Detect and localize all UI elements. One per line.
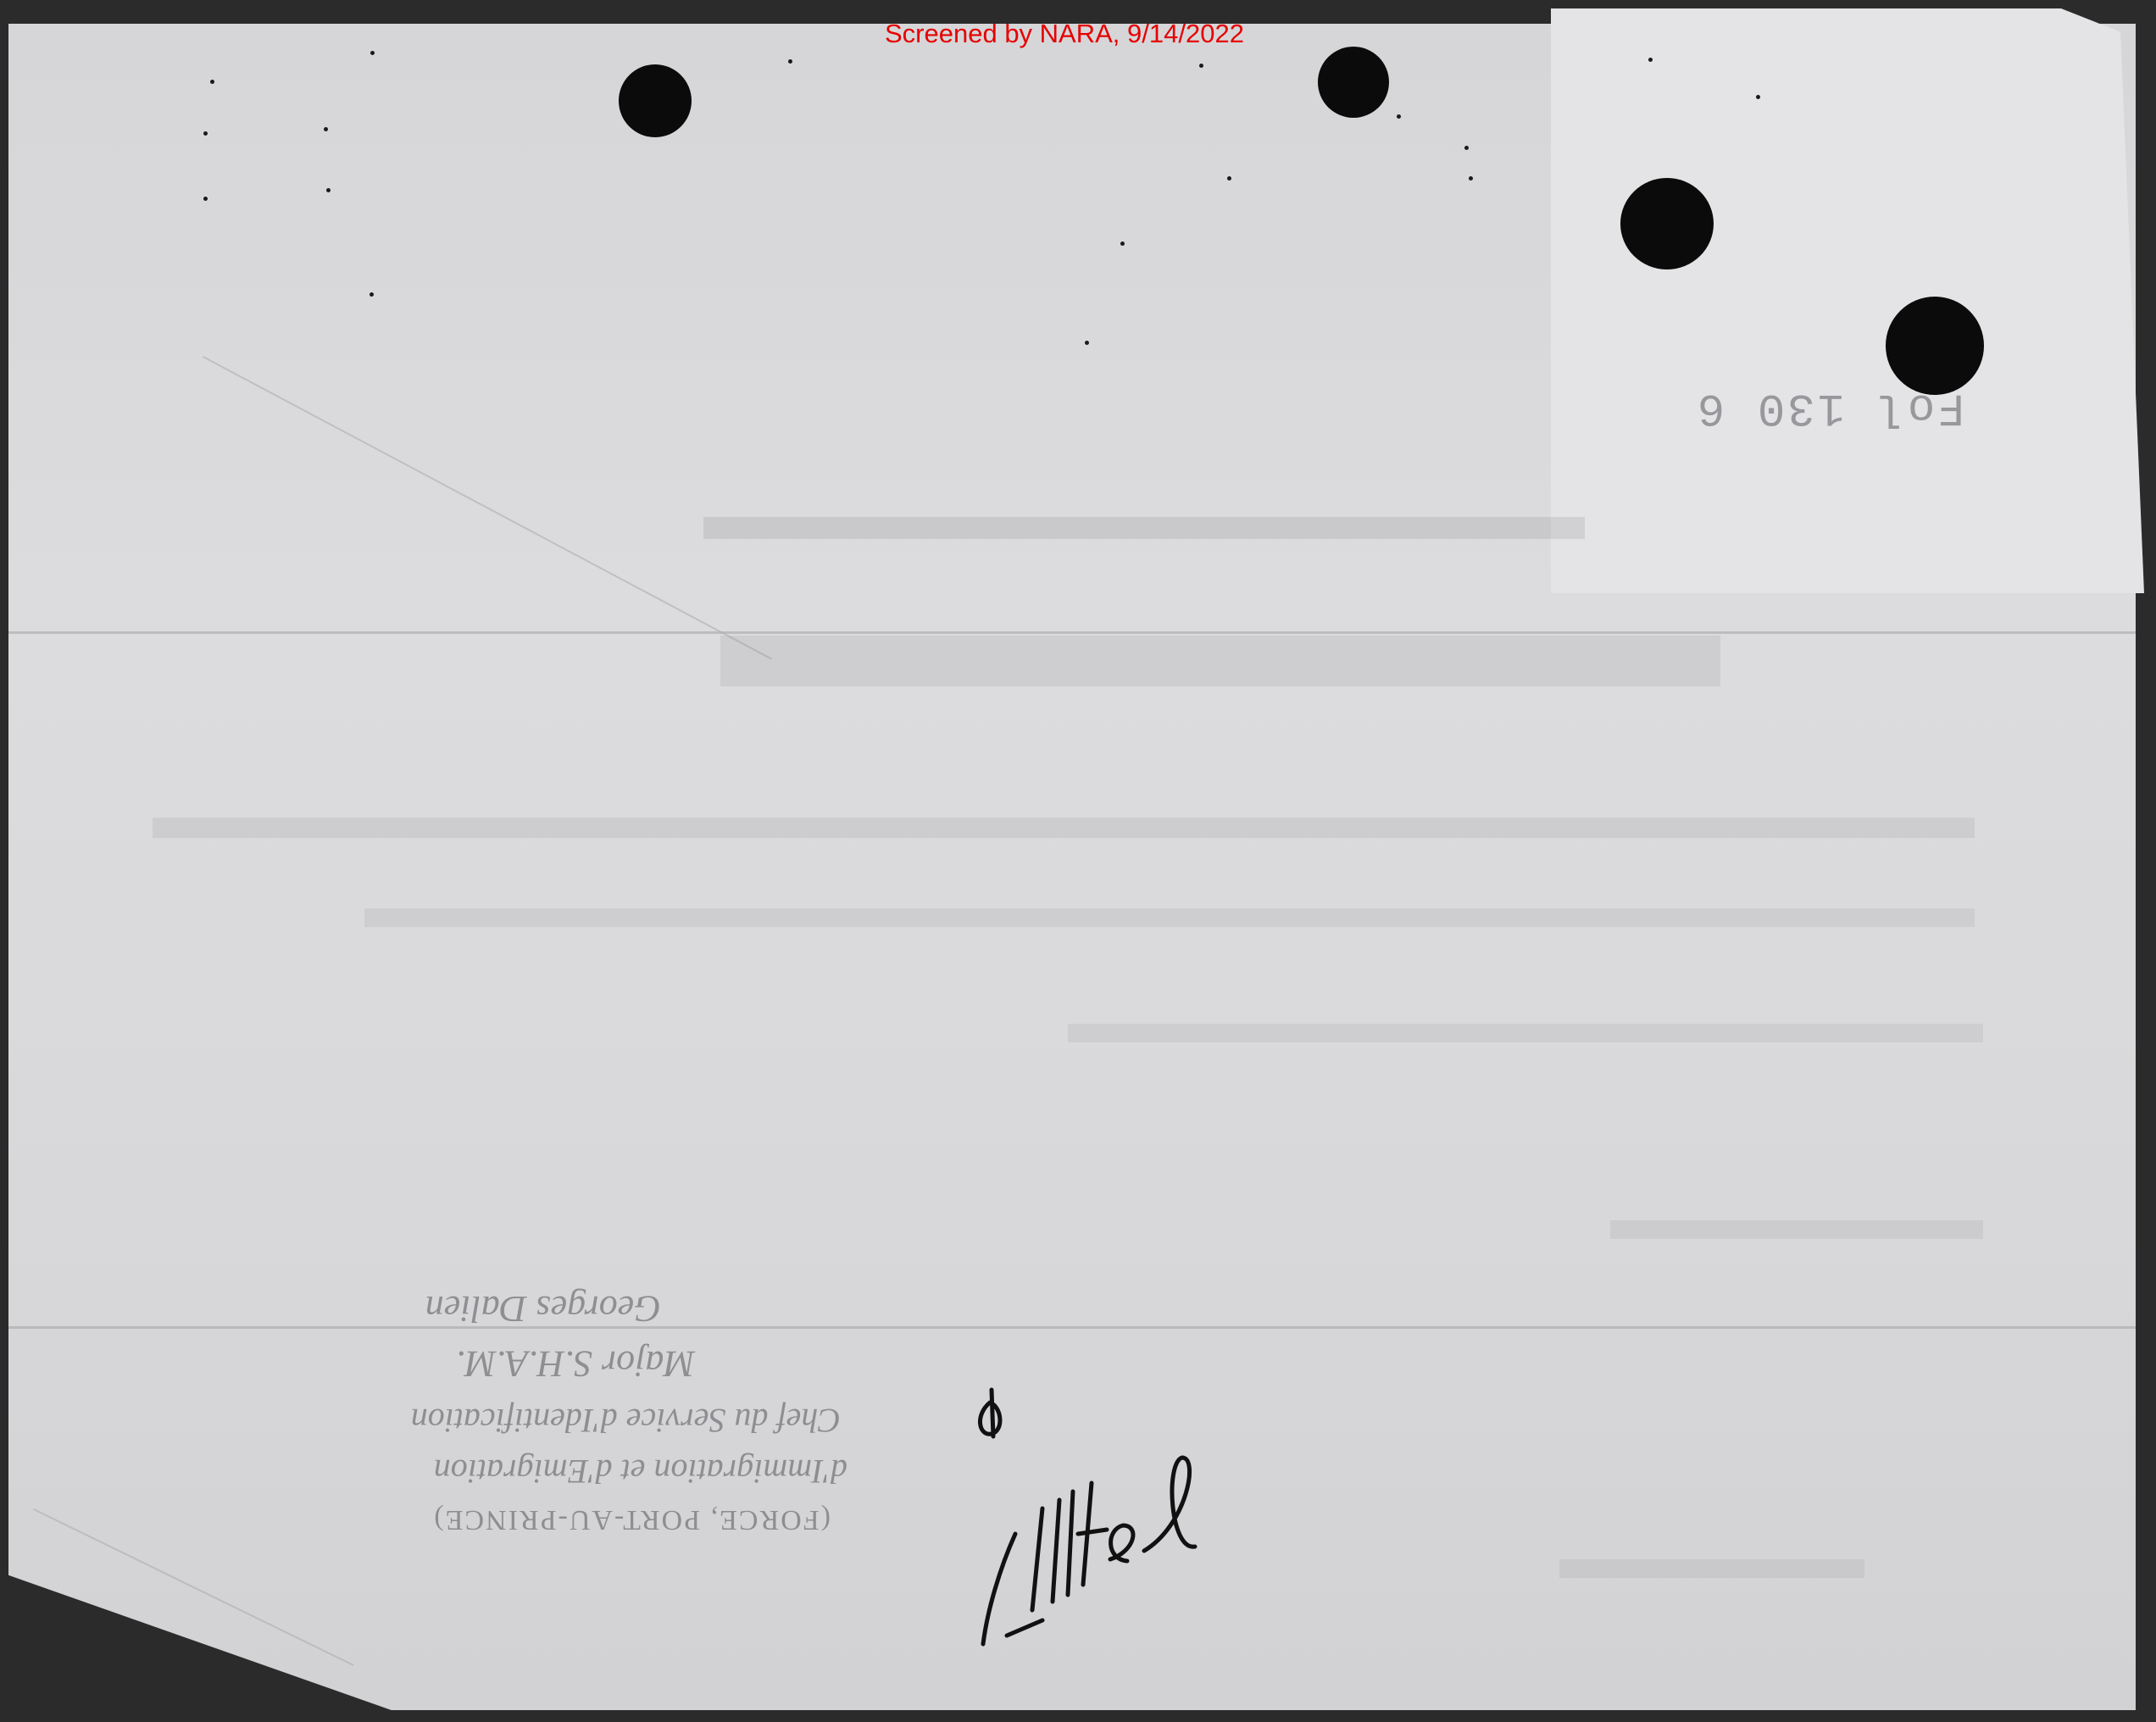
punch-hole <box>1620 178 1714 269</box>
bleed-through-text <box>703 517 1585 539</box>
speck <box>1199 64 1203 68</box>
bleed-through-text <box>1610 1220 1983 1239</box>
stamp-name: Georges Dalien <box>425 1288 661 1330</box>
speck <box>370 292 374 297</box>
speck <box>1464 146 1469 150</box>
handwritten-note <box>941 1356 1297 1678</box>
bleed-through-text <box>1068 1024 1983 1042</box>
stamp-service: d'Immigration et d'Emigration <box>433 1453 847 1491</box>
speck <box>370 51 375 55</box>
official-signature-stamp <box>237 1263 847 1542</box>
speck <box>326 188 331 192</box>
stamp-location: (FORCE, PORT-AU-PRINCE) <box>432 1504 831 1536</box>
bleed-through-text <box>1559 1559 1864 1578</box>
speck <box>324 127 328 131</box>
speck <box>1469 176 1473 181</box>
speck <box>1120 242 1125 246</box>
bleed-through-text <box>720 636 1720 686</box>
speck <box>788 59 792 64</box>
fold-line <box>8 631 2136 634</box>
speck <box>203 131 208 136</box>
speck <box>1648 58 1653 62</box>
stamp-role: Chef du Service d'Identification <box>410 1402 841 1440</box>
speck <box>1397 114 1401 119</box>
bleed-through-text <box>364 908 1975 927</box>
punch-hole <box>1886 297 1984 395</box>
punch-hole <box>1318 47 1389 118</box>
stamp-rank: Major S.H.A.M. <box>455 1343 695 1385</box>
speck <box>203 197 208 201</box>
bleed-through-text <box>153 818 1975 838</box>
speck <box>210 80 214 84</box>
punch-hole <box>619 64 692 137</box>
folio-stamp: Fol 130 6 <box>1695 381 1965 433</box>
speck <box>1227 176 1231 181</box>
folded-flap <box>1551 8 2144 593</box>
speck <box>1085 341 1089 345</box>
speck <box>1756 95 1760 99</box>
archive-screening-label: Screened by NARA, 9/14/2022 <box>885 19 1244 48</box>
